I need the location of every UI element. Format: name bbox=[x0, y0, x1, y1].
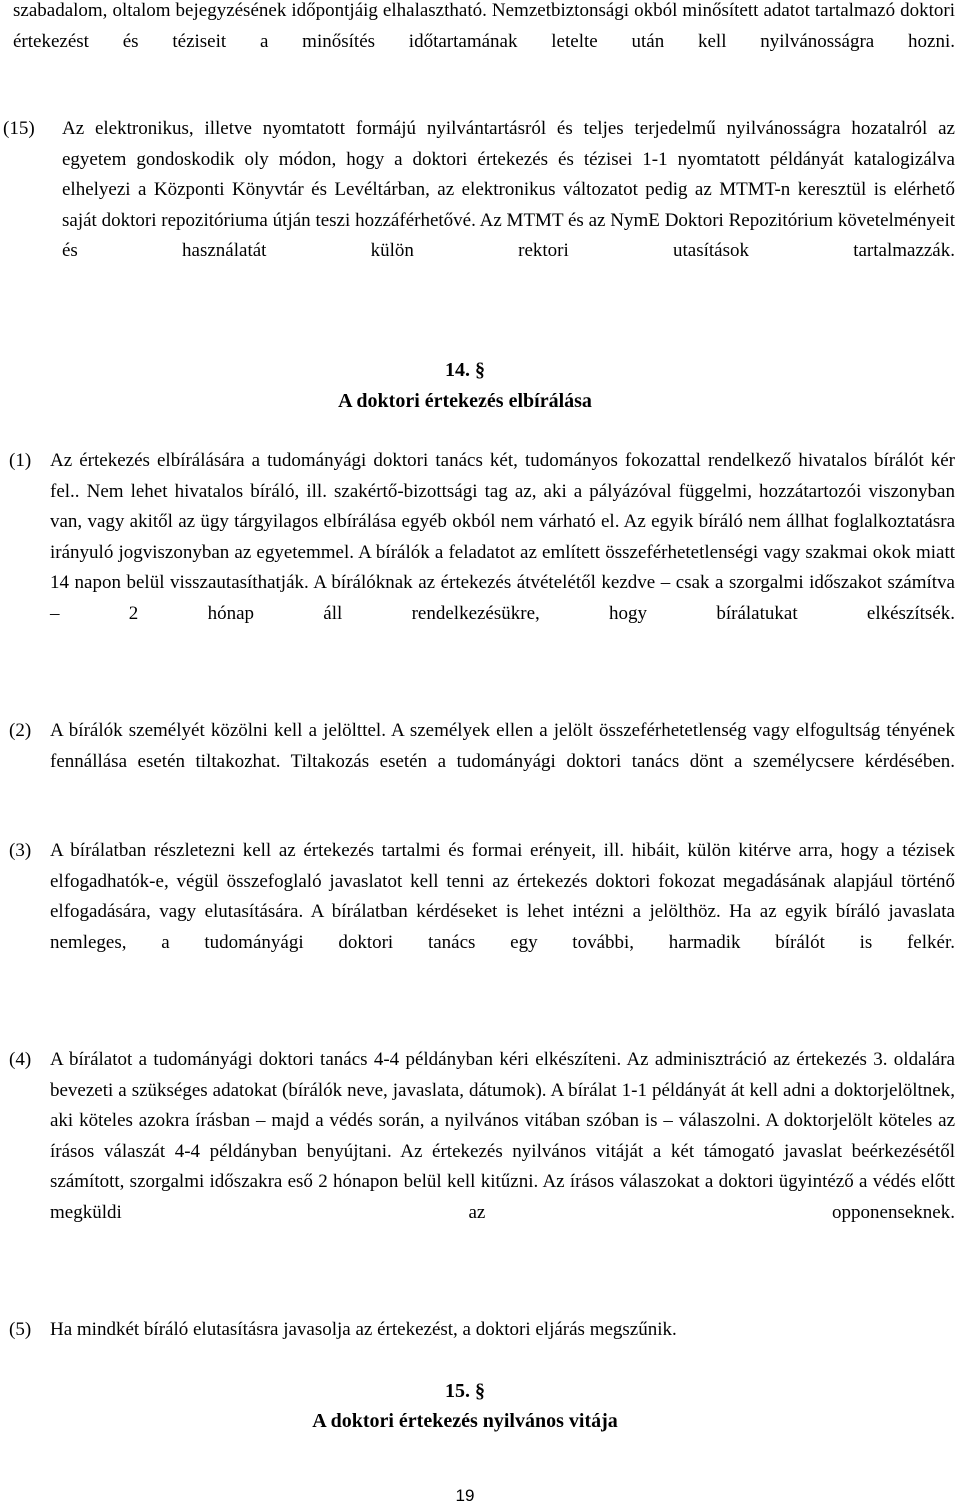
paragraph-number-3: (3) bbox=[9, 840, 32, 861]
section-15-number: 15. § bbox=[445, 1380, 485, 1402]
paragraph-number-5: (5) bbox=[9, 1319, 32, 1340]
paragraph-14-3: A bírálatban részletezni kell az értekezés tartalmi és formai erényeit, ill. hibáit, külön kitérve arra, hogy a tézisek elfogadhatók-e, végül összefoglaló javaslatot kell tenni az értekezés doktori fokozat megadásának alapjául történő elfogadására, vagy elutasítására. A bírálatban kérdéseket is lehet intézni a jelölthöz. Ha az egyik bíráló javaslata nemleges, a tudományági doktori tanács egy további, harmadik bírálót is felkér. bbox=[50, 840, 955, 953]
page-number: 19 bbox=[455, 1486, 475, 1505]
section-14-number: 14. § bbox=[445, 359, 485, 381]
section-14-title: A doktori értekezés elbírálása bbox=[338, 390, 592, 412]
paragraph-number-1: (1) bbox=[9, 450, 32, 471]
paragraph-number-15: (15) bbox=[3, 118, 35, 139]
paragraph-14-2: A bírálók személyét közölni kell a jelölttel. A személyek ellen a jelölt összeférhetetlenség vagy elfogultság tényének fennállása esetén tiltakozhat. Tiltakozás esetén a tudományági doktori tanács dönt a személycsere kérdésében. bbox=[50, 720, 955, 772]
paragraph-14-4: A bírálatot a tudományági doktori tanács 4-4 példányban kéri elkészíteni. Az adminisztráció az értekezés 3. oldalára bevezeti a szükséges adatokat (bírálók neve, javaslata, dátumok). A bírálat 1-1 példányát át kell adni a doktorjelöltnek, aki köteles azokra írásban – majd a védés során, a nyilvános vitában szóban is – válaszolni. A doktorjelölt köteles az írásos válaszát 4-4 példányban benyújtani. Az értekezés nyilvános vitáját a két támogató javaslat beérkezésétől számított, szorgalmi időszakra eső 2 hónapon belül kell kitűzni. Az írásos válaszokat a doktori ügyintéző a védés előtt megküldi az opponenseknek. bbox=[50, 1049, 955, 1223]
section-15-title: A doktori értekezés nyilvános vitája bbox=[312, 1410, 618, 1432]
paragraph-number-2: (2) bbox=[9, 720, 32, 741]
paragraph-number-4: (4) bbox=[9, 1049, 32, 1070]
paragraph-14-5: Ha mindkét bíráló elutasításra javasolja az értekezést, a doktori eljárás megszűnik. bbox=[50, 1319, 677, 1340]
paragraph-15: Az elektronikus, illetve nyomtatott formájú nyilvántartásról és teljes terjedelmű nyilvánosságra hozatalról az egyetem gondoskodik oly módon, hogy a doktori értekezés és tézisei 1-1 nyomtatott példányát katalogizálva elhelyezi a Központi Könyvtár és Levéltárban, az elektronikus változatot pedig az MTMT-n keresztül is elérhető saját doktori repozitóriuma útján teszi hozzáférhetővé. Az MTMT és az NymE Doktori Repozitórium követelményeit és használatát külön rektori utasítások tartalmazzák. bbox=[62, 118, 955, 261]
paragraph-14-1: Az értekezés elbírálására a tudományági doktori tanács két, tudományos fokozattal rendelkező hivatalos bírálót kér fel.. Nem lehet hivatalos bíráló, ill. szakértő-bizottsági tag az, aki a pályázóval függelmi, hozzátartozói viszonyban van, vagy akitől az ügy tárgyilagos elbírálása egyéb okból nem várható el. Az egyik bíráló nem állhat foglalkoztatásra irányuló jogviszonyban az egyetemmel. A bírálók a feladatot az említett összeférhetetlenségi vagy szakmai okok miatt 14 napon belül visszautasíthatják. A bírálóknak az értekezés átvételétől kezdve – csak a szorgalmi időszakot számítva – 2 hónap áll rendelkezésükre, hogy bírálatukat elkészítsék. bbox=[50, 450, 955, 624]
intro-paragraph: szabadalom, oltalom bejegyzésének időpontjáig elhalasztható. Nemzetbiztonsági okból minősített adatot tartalmazó doktori értekezést és téziseit a minősítés időtartamának letelte után kell nyilvánosságra hozni. bbox=[13, 0, 955, 52]
